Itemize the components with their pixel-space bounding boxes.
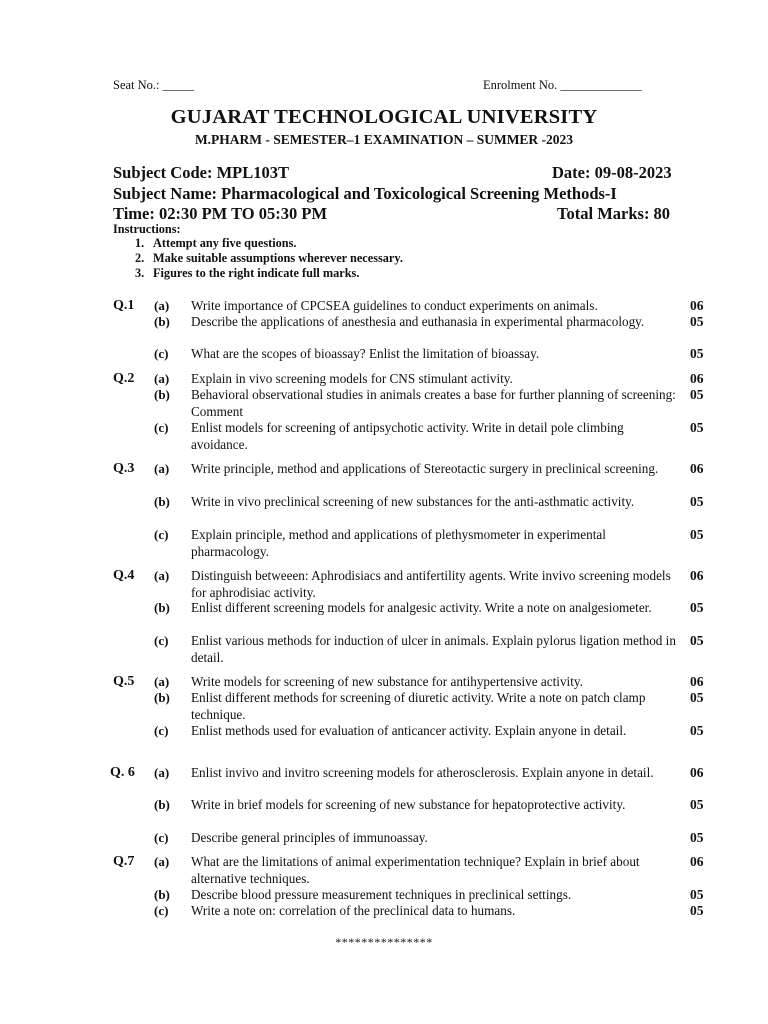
part-label: (b) [154, 387, 170, 402]
question-text: Write models for screening of new substance for antihypertensive activity. [191, 674, 583, 689]
question-text: Write in brief models for screening of new substance for hepatoprotective activity. [191, 797, 626, 812]
part-label: (a) [154, 298, 170, 313]
part-label: (b) [154, 797, 170, 812]
question-marks: 05 [690, 903, 704, 918]
question-text: Explain in vivo screening models for CNS stimulant activity. [191, 371, 513, 386]
question-marks: 05 [690, 346, 704, 361]
enrolment-no: Enrolment No. _____________ [483, 78, 642, 92]
part-label: (c) [154, 830, 169, 845]
question-marks: 05 [690, 690, 704, 705]
part-label: (c) [154, 420, 169, 435]
part-label: (b) [154, 314, 170, 329]
question-marks: 05 [690, 887, 704, 902]
question-number: Q.2 [113, 371, 135, 386]
part-label: (a) [154, 461, 170, 476]
question-number: Q.7 [113, 854, 135, 869]
question-text: Describe the applications of anesthesia and euthanasia in experimental pharmacology. [191, 314, 645, 329]
question-number: Q. 6 [110, 765, 135, 780]
question-marks: 05 [690, 387, 704, 402]
question-text: Enlist various methods for induction of ulcer in animals. Explain pylorus ligation method in detail. [191, 633, 676, 665]
question-marks: 06 [690, 461, 704, 476]
question-number: Q.5 [113, 674, 135, 689]
question-marks: 06 [690, 854, 704, 869]
part-label: (b) [154, 494, 170, 509]
part-label: (c) [154, 527, 169, 542]
exam-title: M.PHARM - SEMESTER–1 EXAMINATION – SUMMER -2023 [194, 132, 574, 147]
part-label: (c) [154, 903, 169, 918]
question-text: Enlist methods used for evaluation of anticancer activity. Explain anyone in detail. [191, 723, 627, 738]
subject-code: Subject Code: MPL103T [113, 163, 289, 182]
question-marks: 05 [690, 600, 704, 615]
university-title: GUJARAT TECHNOLOGICAL UNIVERSITY [170, 106, 598, 128]
question-text: Write principle, method and applications of Stereotactic surgery in preclinical screening. [191, 461, 659, 476]
subject-name: Subject Name: Pharmacological and Toxicological Screening Methods-I [113, 184, 617, 203]
question-marks: 06 [690, 765, 704, 780]
question-marks: 05 [690, 633, 704, 648]
end-of-paper-marker: *************** [335, 935, 433, 949]
instructions-title: Instructions: [113, 222, 181, 236]
part-label: (b) [154, 600, 170, 615]
part-label: (c) [154, 346, 169, 361]
question-marks: 05 [690, 420, 704, 435]
question-number: Q.1 [113, 298, 135, 313]
instruction-item: 1. Attempt any five questions. [135, 236, 297, 250]
question-text: Enlist invivo and invitro screening models for atherosclerosis. Explain anyone in detail. [191, 765, 654, 780]
question-text: Describe blood pressure measurement techniques in preclinical settings. [191, 887, 572, 902]
question-marks: 05 [690, 797, 704, 812]
part-label: (c) [154, 723, 169, 738]
question-text: Enlist different screening models for analgesic activity. Write a note on analgesiometer. [191, 600, 652, 615]
part-label: (a) [154, 371, 170, 386]
total-marks: Total Marks: 80 [557, 204, 671, 223]
part-label: (b) [154, 887, 170, 902]
part-label: (c) [154, 633, 169, 648]
exam-date: Date: 09-08-2023 [552, 163, 672, 182]
part-label: (a) [154, 568, 170, 583]
question-text: Describe general principles of immunoassay. [191, 830, 428, 845]
question-text: Enlist different methods for screening of diuretic activity. Write a note on patch clamp technique. [191, 690, 646, 722]
question-marks: 06 [690, 298, 704, 313]
question-text: Write importance of CPCSEA guidelines to conduct experiments on animals. [191, 298, 598, 313]
question-text: Enlist models for screening of antipsychotic activity. Write in detail pole climbing avoidance. [191, 420, 624, 452]
question-number: Q.3 [113, 461, 135, 476]
question-marks: 05 [690, 527, 704, 542]
question-text: Explain principle, method and applications of plethysmometer in experimental pharmacology. [191, 527, 606, 559]
question-marks: 05 [690, 314, 704, 329]
question-text: Write a note on: correlation of the preclinical data to humans. [191, 903, 516, 918]
question-marks: 05 [690, 830, 704, 845]
part-label: (a) [154, 674, 170, 689]
part-label: (a) [154, 854, 170, 869]
question-marks: 05 [690, 723, 704, 738]
part-label: (a) [154, 765, 170, 780]
question-marks: 06 [690, 371, 704, 386]
question-marks: 05 [690, 494, 704, 509]
question-text: What are the scopes of bioassay? Enlist the limitation of bioassay. [191, 346, 540, 361]
instruction-item: 3. Figures to the right indicate full marks. [135, 266, 360, 280]
question-marks: 06 [690, 674, 704, 689]
question-number: Q.4 [113, 568, 135, 583]
seat-no: Seat No.: _____ [113, 78, 194, 92]
instruction-item: 2. Make suitable assumptions wherever necessary. [135, 251, 403, 265]
question-text: Write in vivo preclinical screening of new substances for the anti-asthmatic activity. [191, 494, 635, 509]
part-label: (b) [154, 690, 170, 705]
question-text: Distinguish betweeen: Aphrodisiacs and antifertility agents. Write invivo screening models for aphrodisiac activity. [191, 568, 671, 600]
question-text: Behavioral observational studies in animals creates a base for further planning of screening: Comment [191, 387, 676, 419]
question-text: What are the limitations of animal experimentation technique? Explain in brief about alternative techniques. [191, 854, 640, 886]
question-marks: 06 [690, 568, 704, 583]
exam-time: Time: 02:30 PM TO 05:30 PM [113, 204, 328, 223]
